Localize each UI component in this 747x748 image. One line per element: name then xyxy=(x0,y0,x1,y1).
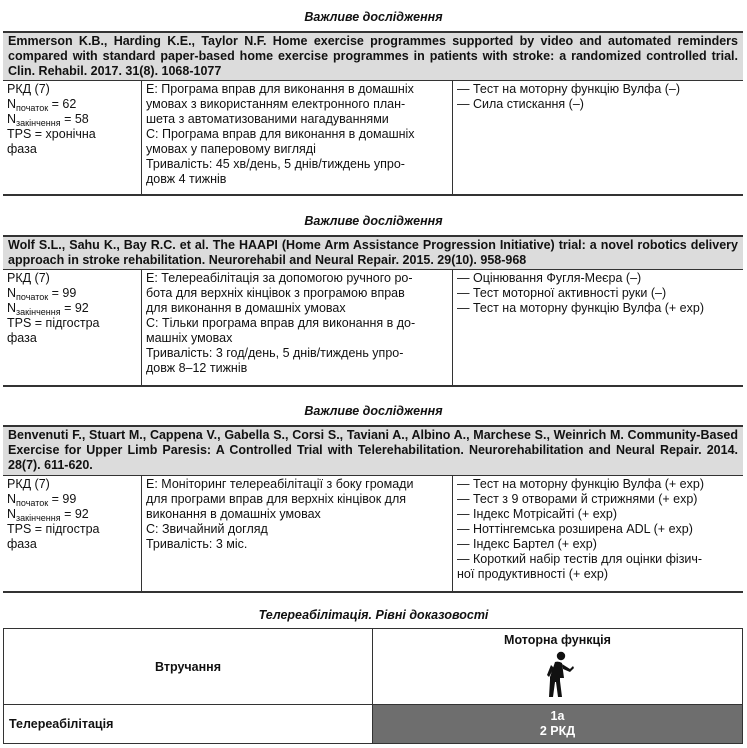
outcome-item: — Індекс Мотрісайті (+ exp) xyxy=(457,507,618,521)
intervention-line: довж 8–12 тижнів xyxy=(146,361,248,375)
n-end: $N_{закінчення} = 58$ xyxy=(7,112,89,128)
section-title-1: Важливе дослідження xyxy=(304,10,443,24)
intervention-cell xyxy=(141,476,452,591)
study-design-cell xyxy=(3,81,141,194)
intervention-line: умовах з використанням електронного план- xyxy=(146,97,406,111)
outcome-item: — Сила стискання (–) xyxy=(457,97,584,111)
intervention-line: Тривалість: 45 хв/день, 5 днів/тиждень упро- xyxy=(146,157,405,171)
intervention-cell xyxy=(141,270,452,385)
outcome-item: — Оцінювання Фугля-Меєра (–) xyxy=(457,271,642,285)
outcome-item: — Тест на моторну функцію Вулфа (+ exp) xyxy=(457,301,704,315)
intervention-line: Е: Телереабілітація за допомогою ручного ро- xyxy=(146,271,413,285)
evidence-level: 1a xyxy=(550,709,565,723)
study-citation: Benvenuti F., Stuart M., Cappena V., Gabella S., Corsi S., Taviani A., Albino A., Marchese S., Weinrich M. Community-Based Exercise for Upper Limb Paresis: A Controlled Trial with Telerehabilitation. Neurorehabilitation and Neural Repair. 2014. 28(7). 611-620. xyxy=(3,425,743,476)
tps-label: TPS = підгостра xyxy=(7,522,100,536)
outcome-item: — Тест моторної активності руки (–) xyxy=(457,286,667,300)
study-citation: Emmerson K.B., Harding K.E., Taylor N.F. Home exercise programmes supported by video and automated reminders compared with standard paper-based home exercise programmes in patients with stroke: a randomized controlled trial. Clin. Rehabil. 2017. 31(8). 1068-1077 xyxy=(3,31,743,81)
intervention-cell xyxy=(141,81,452,194)
intervention-header-cell xyxy=(4,629,373,705)
intervention-line: бота для верхніх кінцівок з програмою вправ xyxy=(146,286,405,300)
n-end: $N_{закінчення} = 92$ xyxy=(7,507,89,523)
tps-label: TPS = підгостра xyxy=(7,316,100,330)
n-start: $N_{початок} = 99$ xyxy=(7,492,77,508)
intervention-line: Е: Моніторинг телереабілітації з боку громади xyxy=(146,477,414,491)
intervention-line: Е: Програма вправ для виконання в домашніх xyxy=(146,82,414,96)
design-label: РКД (7) xyxy=(7,82,50,96)
evidence-level-cell xyxy=(373,705,742,743)
outcome-cell xyxy=(452,270,743,385)
outcome-item: ної продуктивності (+ exp) xyxy=(457,567,609,581)
study-design-cell xyxy=(3,476,141,591)
intervention-line: С: Тільки програма вправ для виконання в до- xyxy=(146,316,416,330)
section-title-3: Важливе дослідження xyxy=(304,404,443,418)
outcome-item: — Тест на моторну функцію Вулфа (+ exp) xyxy=(457,477,704,491)
tps-phase: фаза xyxy=(7,537,37,551)
study-citation: Wolf S.L., Sahu K., Bay R.C. et al. The HAAPI (Home Arm Assistance Progression Initiative) trial: a novel robotics delivery approach in stroke rehabilitation. Neurorehabil and Neural Repair. 2015. 29(10). 958-968 xyxy=(3,235,743,270)
outcome-item: — Індекс Бартел (+ exp) xyxy=(457,537,597,551)
outcome-cell xyxy=(452,476,743,591)
outcome-item: — Ноттінгемська розширена ADL (+ exp) xyxy=(457,522,693,536)
intervention-line: для програми вправ для верхніх кінцівок для xyxy=(146,492,407,506)
n-start: $N_{початок} = 99$ xyxy=(7,286,77,302)
intervention-line: С: Програма вправ для виконання в домашніх xyxy=(146,127,415,141)
intervention-header: Втручання xyxy=(154,659,221,674)
evidence-table-title: Телереабілітація. Рівні доказовості xyxy=(258,608,489,622)
tps-phase: фаза xyxy=(7,142,37,156)
study-card-2 xyxy=(3,235,743,387)
outcome-cell xyxy=(452,81,743,194)
n-end: $N_{закінчення} = 92$ xyxy=(7,301,89,317)
n-start: $N_{початок} = 62$ xyxy=(7,97,77,113)
section-title-2: Важливе дослідження xyxy=(304,214,443,228)
tps-label: TPS = хронічна xyxy=(7,127,96,141)
study-card-1 xyxy=(3,31,743,196)
outcome-item: — Тест з 9 отворами й стрижнями (+ exp) xyxy=(457,492,698,506)
design-label: РКД (7) xyxy=(7,477,50,491)
intervention-line: умовах у паперовому вигляді xyxy=(146,142,316,156)
motor-function-header: Моторна функція xyxy=(504,633,611,647)
outcome-item: — Короткий набір тестів для оцінки фізич- xyxy=(457,552,703,566)
design-label: РКД (7) xyxy=(7,271,50,285)
telerehab-row-label: Телереабілітація xyxy=(9,717,114,731)
person-walking-icon xyxy=(540,651,576,699)
intervention-line: Тривалість: 3 міс. xyxy=(146,537,248,551)
telerehab-row-label-cell xyxy=(4,705,373,743)
intervention-line: довж 4 тижнів xyxy=(146,172,227,186)
intervention-line: машніх умовах xyxy=(146,331,233,345)
study-card-3 xyxy=(3,425,743,593)
intervention-line: для виконання в домашніх умовах xyxy=(146,301,346,315)
tps-phase: фаза xyxy=(7,331,37,345)
intervention-line: виконання в домашніх умовах xyxy=(146,507,321,521)
motor-function-header-cell xyxy=(373,629,742,705)
intervention-line: шета з автоматизованими нагадуваннями xyxy=(146,112,389,126)
outcome-item: — Тест на моторну функцію Вулфа (–) xyxy=(457,82,681,96)
intervention-line: С: Звичайний догляд xyxy=(146,522,268,536)
intervention-line: Тривалість: 3 год/день, 5 днів/тиждень упро- xyxy=(146,346,404,360)
study-design-cell xyxy=(3,270,141,385)
evidence-level-note: 2 РКД xyxy=(539,724,576,738)
evidence-levels-table xyxy=(3,628,743,744)
